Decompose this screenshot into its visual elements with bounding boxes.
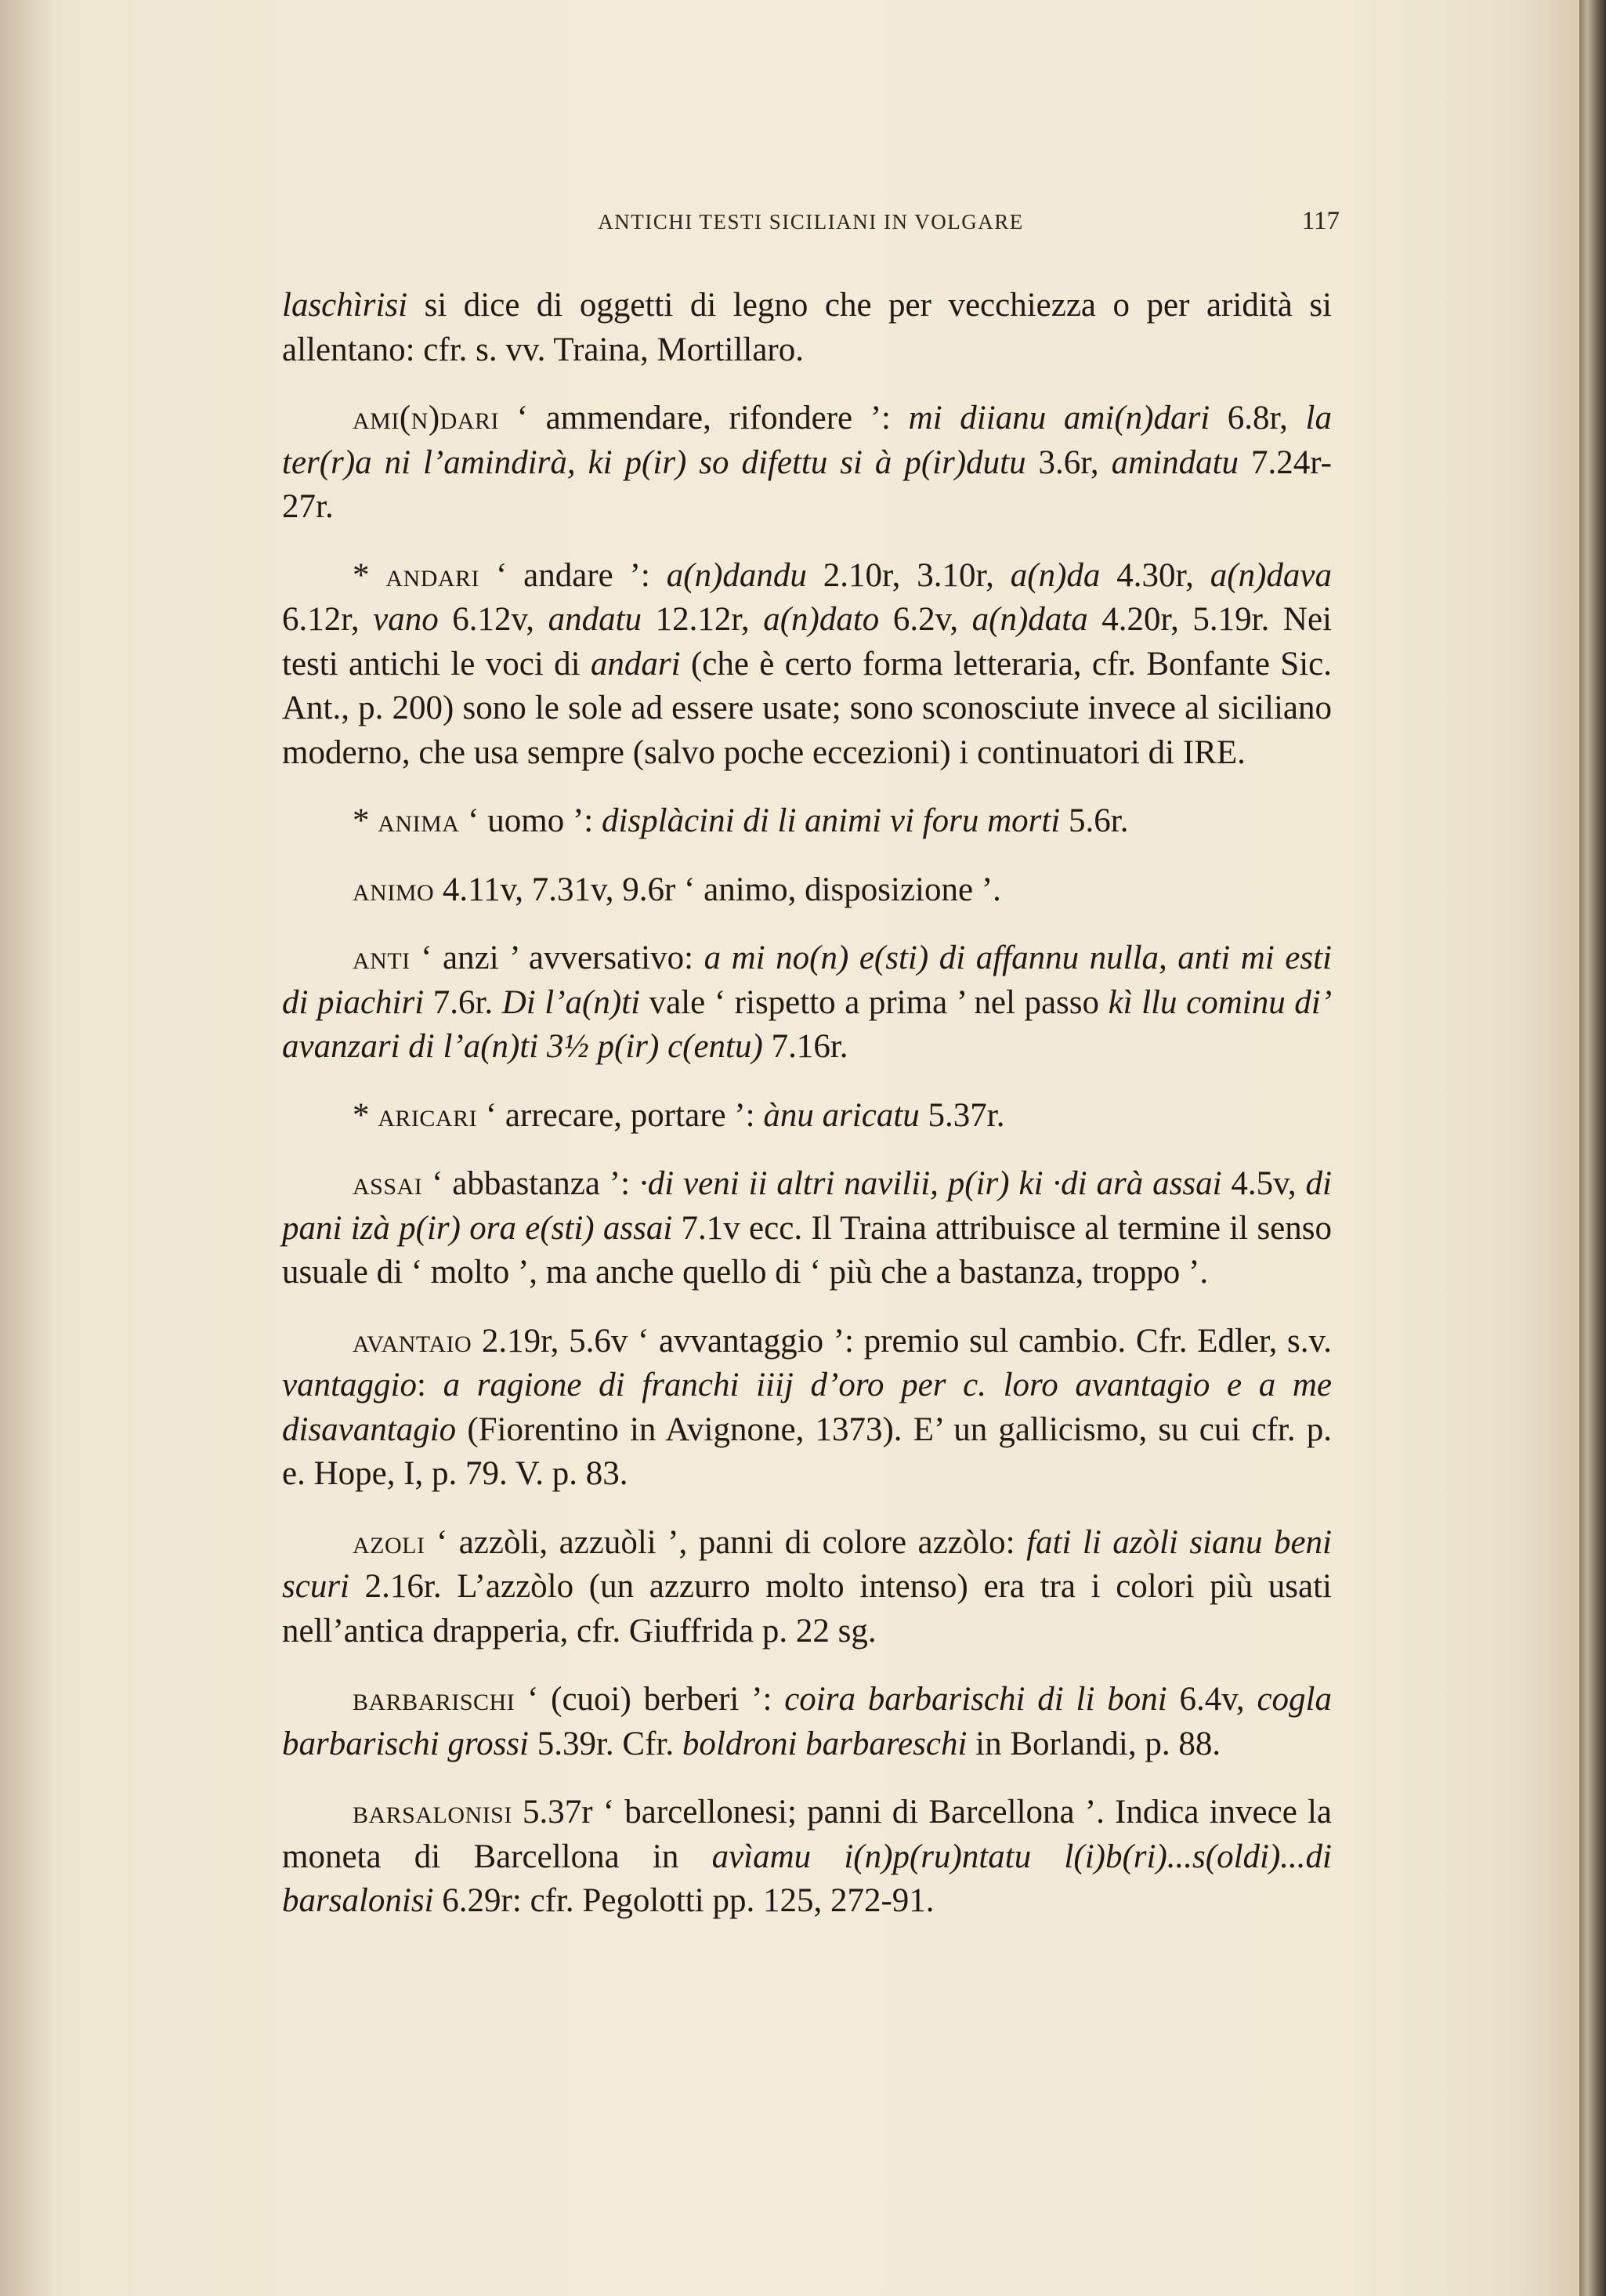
entry-text: (che è certo forma letteraria, cfr. Bonfante Sic. Ant., p. 200) sono le sole ad essere usate; sono sconosciute invece al siciliano moderno, che usa sempre (salvo poche eccezioni) i continuatori di IRE. [282,645,1332,771]
entry-continuation [282,284,1332,372]
citation: avìamu i(n)p(ru)ntatu l(i)b(ri)...s(oldi)...di barsalonisi [282,1838,1332,1919]
page-number: 117 [1301,207,1340,235]
citation: Di l’a(n)ti [501,983,641,1021]
entry-text: 5.6r. [1060,802,1129,839]
entry-text: 6.12r, [282,601,374,638]
entry-text: 6.2v, [879,601,972,638]
italic-term: laschìrisi [282,287,408,324]
citation: a(n)da [1010,556,1101,594]
citation: vano [373,601,439,638]
entry-text: 7.1v ecc. Il Traina attribuisce al termine il senso usuale di ‘ molto ’, ma anche quello di ‘ più che a bastanza, troppo ’. [282,1209,1333,1291]
entry-text: ‘ andare ’: [479,556,667,594]
citation: fati li azòli sianu beni scuri [282,1523,1332,1605]
entry-azoli [282,1521,1332,1654]
entry-text: 3.6r, [1025,444,1112,481]
entry-lemma: ami(n)dari [353,400,499,436]
entry-text: vale ‘ rispetto a prima ’ nel passo [640,983,1109,1021]
entry-avantaio [282,1320,1332,1497]
citation: coira barbarischi di li boni [784,1681,1167,1718]
entry-text: 7.24r-27r. [282,444,1332,525]
entry-lemma: barbarischi [353,1681,515,1718]
citation: kì llu cominu di’ avanzari di l’a(n)ti 3½ p(ir) c(entu) [282,983,1333,1065]
entry-lemma: animo [353,871,435,908]
entry-text: si dice di oggetti di legno che per vecchiezza o per aridità si allentano: cfr. s. vv. Traina, Mortillaro. [282,287,1332,368]
citation: di pani izà p(ir) ora e(sti) assai [282,1165,1332,1247]
citation: a ragione di franchi iiij d’oro per c. loro avantagio e a me disavantagio [282,1367,1332,1448]
citation: ànu aricatu [763,1096,920,1134]
running-title: ANTICHI TESTI SICILIANI IN VOLGARE [598,210,1024,234]
citation: mi diianu ami(n)dari [908,400,1210,436]
entry-text: 6.8r, [1210,400,1306,436]
entry-text: ‘ anzi ’ avversativo: [410,940,704,976]
entry-lemma: barsalonisi [353,1794,512,1831]
citation: andatu [548,601,642,638]
citation: cogla barbarischi grossi [282,1681,1332,1762]
citation: a(n)dato [763,601,880,638]
entry-anima [282,799,1332,844]
entry-text: (Fiorentino in Avignone, 1373). E’ un gallicismo, su cui cfr. p. e. Hope, I, p. 79. V. p. 83. [282,1411,1332,1492]
entry-anti [282,936,1332,1070]
citation: displàcini di li animi vi foru morti [601,802,1061,839]
entry-text: 12.12r, [642,601,764,638]
entry-text: 6.12v, [438,601,548,638]
entry-text: ‘ (cuoi) berberi ’: [515,1681,785,1718]
entry-barsalonisi [282,1791,1332,1924]
entry-text: ‘ ammendare, rifondere ’: [498,400,909,436]
citation: a mi no(n) e(sti) di affannu nulla, anti mi esti di piachiri [282,940,1332,1021]
entry-aricari [282,1094,1332,1139]
entry-animo [282,868,1332,913]
entry-lemma: azoli [353,1523,425,1561]
entry-text: 6.4v, [1167,1681,1257,1718]
entry-text: 5.37r ‘ barcellonesi; panni di Barcellona ’. Indica invece la moneta di Barcellona in [282,1794,1332,1875]
entry-text: 7.6r. [424,983,502,1021]
asterisk-mark: * [353,1096,378,1134]
entry-text: 5.37r. [919,1096,1005,1134]
asterisk-mark: * [353,802,378,839]
citation: amindatu [1111,444,1239,481]
entry-text: 6.29r: cfr. Pegolotti pp. 125, 272-91. [433,1882,935,1919]
entry-text: ‘ abbastanza ’: [422,1165,639,1202]
entry-text: ‘ uomo ’: [459,802,602,839]
book-edge [1579,0,1606,2296]
entry-lemma: anti [353,940,411,976]
asterisk-mark: * [353,556,386,594]
citation: a(n)dava [1210,556,1332,594]
entry-text: 4.30r, [1100,556,1210,594]
entry-lemma: aricari [378,1096,478,1134]
glossary-text [282,284,1332,1948]
citation: ·di veni ii altri navilii, p(ir) ki ·di arà assai [638,1165,1222,1202]
citation: a(n)data [971,601,1088,638]
entry-text: 2.16r. L’azzòlo (un azzurro molto intenso) era tra i colori più usati nell’antica drapperia, cfr. Giuffrida p. 22 sg. [282,1568,1332,1650]
entry-lemma: andari [385,556,480,594]
entry-lemma: assai [353,1165,423,1202]
entry-andari [282,554,1332,776]
entry-lemma: anima [378,802,460,839]
entry-text: ‘ arrecare, portare ’: [477,1096,764,1134]
gutter-shadow [0,0,55,2296]
running-header [282,207,1340,241]
entry-text: 2.10r, 3.10r, [806,556,1011,594]
citation: la ter(r)a ni l’amindirà, ki p(ir) so difettu si à p(ir)dutu [282,400,1332,481]
entry-assai [282,1162,1332,1295]
citation: a(n)dandu [666,556,807,594]
citation: vantaggio [282,1367,417,1403]
entry-text: ‘ azzòli, azzuòli ’, panni di colore azzòlo: [425,1523,1027,1561]
entry-text: 2.19r, 5.6v ‘ avvantaggio ’: premio sul cambio. Cfr. Edler, s.v. [472,1322,1332,1360]
entry-lemma: avantaio [353,1322,472,1360]
citation: andari [590,645,681,683]
entry-text: 5.39r. Cfr. [528,1725,682,1762]
entry-amindari [282,397,1332,530]
entry-text: 4.20r, 5.19r. Nei testi antichi le voci di [282,601,1332,683]
citation: boldroni barbareschi [682,1725,968,1762]
entry-text: 7.16r. [762,1028,848,1065]
entry-text: in Borlandi, p. 88. [967,1725,1221,1762]
entry-barbarischi [282,1678,1332,1766]
entry-text: 4.5v, [1221,1165,1306,1202]
entry-text: 4.11v, 7.31v, 9.6r ‘ animo, disposizione ’. [434,871,1001,908]
entry-text: : [416,1367,443,1403]
